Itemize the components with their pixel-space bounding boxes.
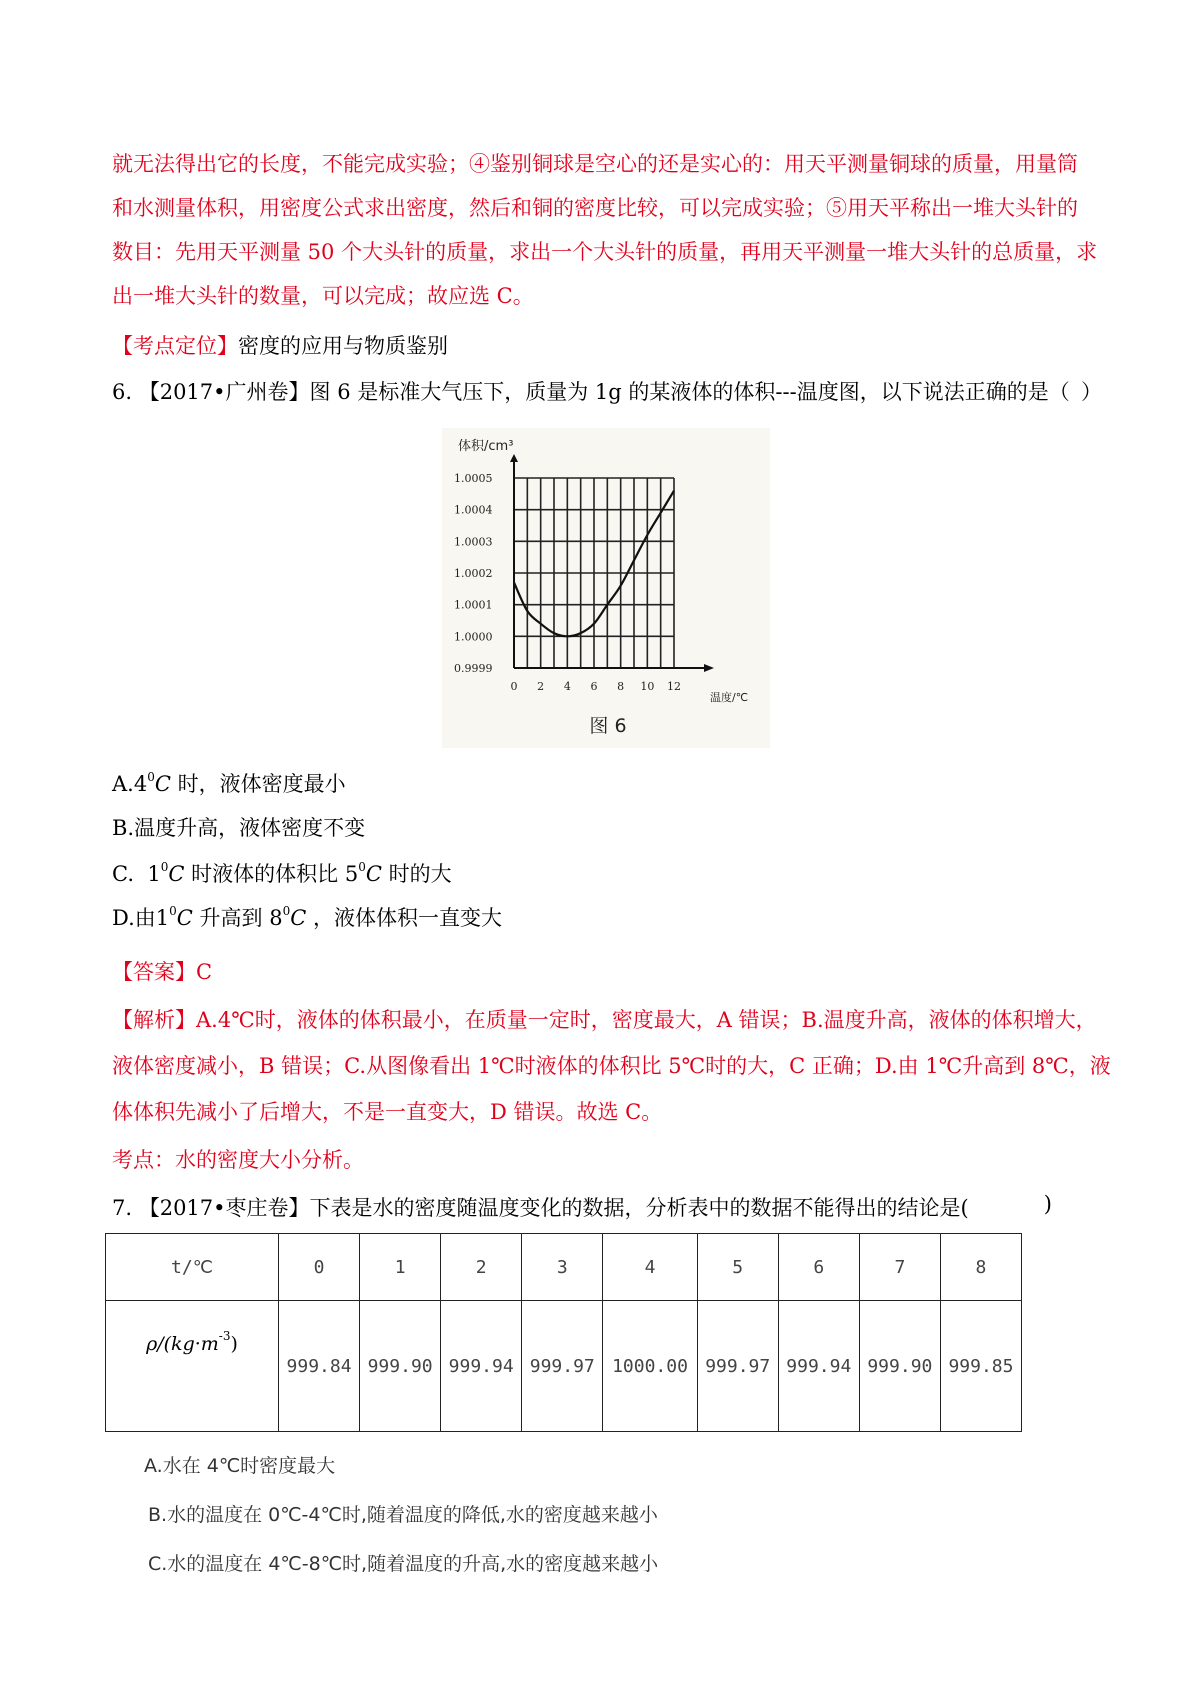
q6-stem-text: 6. 【2017•广州卷】图 6 是标准大气压下，质量为 1g 的某液体的体积---温度图，以下说法正确的是（ (112, 380, 1070, 404)
q6-stem (112, 376, 1102, 406)
y-tick-labels (454, 472, 493, 675)
table-row-label: $\rho/(kg\cdot m^{-3})$ (106, 1301, 279, 1432)
q7-option-c: C.水的温度在 4℃-8℃时,随着温度的升高,水的密度越来越小 (148, 1553, 659, 1575)
q7-option-b: B.水的温度在 0℃-4℃时,随着温度的降低,水的密度越来越小 (148, 1504, 658, 1526)
q6-option-a: $A.4^0C$ 时，液体密度最小 (112, 770, 346, 796)
y-tick-label: 1.0001 (454, 598, 493, 612)
knowledge-point-label: 【考点定位】 (112, 334, 238, 358)
y-tick-label: 0.9999 (454, 662, 493, 675)
table-header-label: t/℃ (106, 1234, 279, 1301)
q7-stem (112, 1192, 1102, 1222)
table-cell: 999.84 (279, 1301, 360, 1432)
q7-paren: ) (1043, 1192, 1052, 1216)
figure-caption: 图 6 (589, 715, 627, 737)
q6-knowledge-point: 考点：水的密度大小分析。 (112, 1148, 364, 1172)
table-cell: 1000.00 (603, 1301, 697, 1432)
table-cell: 7 (859, 1234, 940, 1301)
table-cell: 999.94 (778, 1301, 859, 1432)
x-tick-label: 4 (563, 680, 571, 693)
q6-answer: 【答案】C (112, 960, 213, 984)
volume-temperature-chart (442, 428, 770, 748)
x-tick-labels (511, 680, 682, 693)
q6-option-b: B.温度升高，液体密度不变 (112, 816, 366, 840)
table-cell: 999.97 (522, 1301, 603, 1432)
solution-line-4: 出一堆大头针的数量，可以完成；故应选 C。 (112, 284, 534, 308)
y-tick-label: 1.0002 (454, 567, 493, 580)
q7-stem-text: 7. 【2017•枣庄卷】下表是水的密度随温度变化的数据，分析表中的数据不能得出的结论是( (112, 1196, 969, 1220)
y-axis-arrow (510, 454, 518, 462)
table-cell: 3 (522, 1234, 603, 1301)
x-axis-label: 温度/℃ (710, 691, 749, 704)
knowledge-point-text: 密度的应用与物质鉴别 (238, 334, 448, 358)
table-cell: 999.97 (697, 1301, 778, 1432)
table-row (106, 1301, 1022, 1432)
table-cell: 999.94 (441, 1301, 522, 1432)
table-cell: 2 (441, 1234, 522, 1301)
q6-option-d: D.由$1^0C$ 升高到 $8^0C$ ，液体体积一直变大 (112, 904, 502, 930)
x-tick-label: 2 (537, 680, 545, 693)
solution-line-1: 就无法得出它的长度，不能完成实验；④鉴别铜球是空心的还是实心的：用天平测量铜球的质量，用量筒 (112, 152, 1078, 176)
y-tick-label: 1.0000 (454, 630, 493, 644)
solution-line-3: 数目：先用天平测量 50 个大头针的质量，求出一个大头针的质量，再用天平测量一堆大头针的总质量，求 (112, 240, 1098, 264)
q6-option-c: C. $1^0C$ 时液体的体积比 $5^0C$ 时的大 (112, 860, 452, 886)
solution-line-2: 和水测量体积，用密度公式求出密度，然后和铜的密度比较，可以完成实验；⑤用天平称出一堆大头针的 (112, 196, 1078, 220)
table-cell: 6 (778, 1234, 859, 1301)
q7-option-a: A.水在 4℃时密度最大 (144, 1455, 336, 1477)
table-header-row (106, 1234, 1022, 1301)
q6-analysis-line-1: 【解析】A.4℃时，液体的体积最小，在质量一定时，密度最大，A 错误；B.温度升高，液体的体积增大， (112, 1008, 1097, 1032)
table-cell: 8 (940, 1234, 1021, 1301)
y-tick-label: 1.0003 (454, 535, 493, 549)
q6-analysis-line-2: 液体密度减小，B 错误；C.从图像看出 1℃时液体的体积比 5℃时的大，C 正确；D.由 1℃升高到 8℃，液 (112, 1054, 1111, 1078)
table-cell: 999.90 (859, 1301, 940, 1432)
x-tick-label: 12 (667, 680, 681, 693)
table-cell: 1 (360, 1234, 441, 1301)
x-tick-label: 8 (617, 680, 625, 693)
chart-grid (514, 478, 674, 668)
y-tick-label: 1.0004 (454, 503, 493, 517)
table-cell: 0 (279, 1234, 360, 1301)
x-axis-arrow (704, 664, 714, 672)
table-cell: 999.85 (940, 1301, 1021, 1432)
q6-analysis-line-3: 体体积先减小了后增大，不是一直变大，D 错误。故选 C。 (112, 1100, 663, 1124)
x-tick-label: 10 (640, 680, 655, 693)
water-density-table (105, 1233, 1022, 1432)
x-tick-label: 6 (590, 680, 598, 693)
table-cell: 5 (697, 1234, 778, 1301)
table-cell: 4 (603, 1234, 697, 1301)
x-tick-label: 0 (510, 680, 518, 693)
y-axis-label: 体积/cm³ (458, 439, 514, 454)
y-tick-label: 1.0005 (454, 472, 493, 485)
q5-knowledge-point (112, 330, 448, 360)
table-cell: 999.90 (360, 1301, 441, 1432)
q6-paren: ） (1081, 380, 1102, 404)
q6-figure (442, 428, 770, 748)
